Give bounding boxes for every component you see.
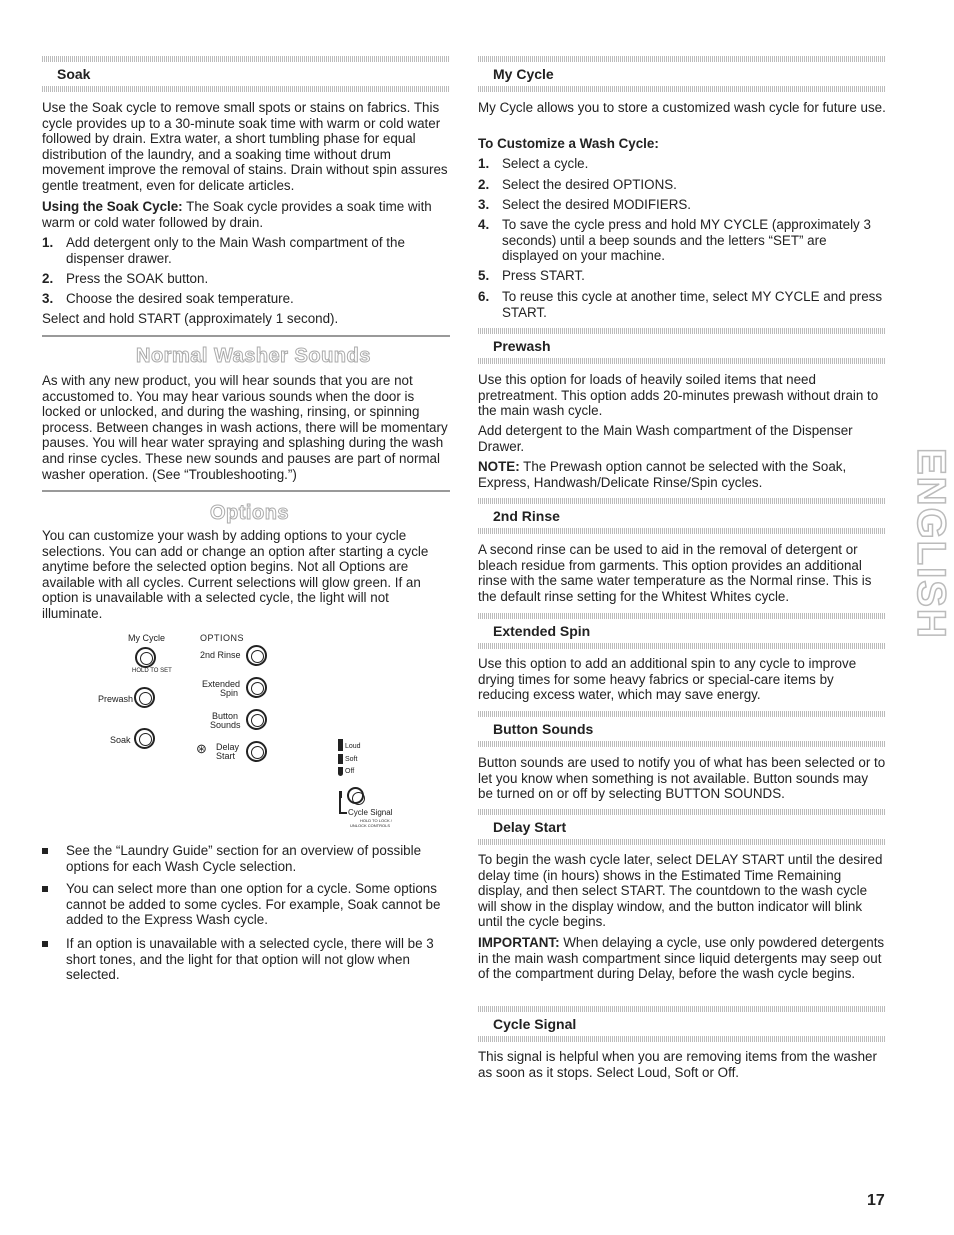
cycle-signal-label: Cycle Signal	[348, 808, 393, 817]
my-cycle-header	[478, 56, 886, 92]
soak-step-2: 2. Press the SOAK button.	[42, 271, 209, 286]
soak-step-3: 3. Choose the desired soak temperature.	[42, 291, 294, 306]
second-rinse-button[interactable]	[246, 645, 267, 666]
loud-label: Loud	[345, 743, 361, 750]
extended-label: Extended	[202, 679, 241, 689]
rinse-title: 2nd Rinse	[493, 508, 560, 524]
soak-using-label: Using the Soak Cycle:	[42, 199, 183, 214]
options-title: Options	[210, 502, 290, 524]
important-text: When delaying a cycle, use only powdered detergents in the main wash compartment since liquid detergents may seep out of the compartment during Delay, before the wash cycle begins.	[478, 935, 885, 982]
note-label: NOTE:	[478, 459, 520, 474]
sounds-label: Sounds	[210, 720, 241, 730]
customize-subhead: To Customize a Wash Cycle:	[478, 136, 659, 151]
my-cycle-button[interactable]	[135, 647, 156, 668]
rinse-header	[478, 498, 886, 534]
prewash-button[interactable]	[134, 687, 155, 708]
button-sounds-title: Button Sounds	[493, 721, 594, 737]
soak-using	[42, 199, 450, 230]
soft-label: Soft	[345, 756, 358, 763]
soak-step-1: 1. Add detergent only to the Main Wash compartment of the dispenser drawer.	[42, 235, 405, 266]
soak-title: Soak	[57, 66, 91, 82]
extended-spin-header	[478, 613, 886, 649]
delay-start-title: Delay Start	[493, 819, 567, 835]
my-cycle-label: My Cycle	[128, 633, 166, 643]
my-cycle-step-3: 3. Select the desired MODIFIERS.	[478, 197, 692, 212]
off-indicator-icon	[338, 767, 343, 776]
delay-important	[478, 935, 886, 982]
start-label: Start	[216, 751, 236, 761]
my-cycle-step-2: 2. Select the desired OPTIONS.	[478, 177, 677, 192]
page-number: 17	[867, 1192, 885, 1209]
my-cycle-step-4: 4. To save the cycle press and hold MY CYCLE (approximately 3 seconds) until a beep sounds and the letters “SET” are displayed on your machine.	[478, 217, 871, 264]
lock-icon	[339, 791, 342, 798]
options-bullet-1: See the “Laundry Guide” section for an overview of possible options for each Wash Cycle selection.	[42, 843, 450, 874]
my-cycle-step-5: 5. Press START.	[478, 268, 585, 283]
button-sounds-button[interactable]	[246, 709, 267, 730]
delay-start-header	[478, 809, 886, 845]
options-panel-head: OPTIONS	[200, 633, 245, 643]
language-tab-label: ENGLISH	[909, 448, 953, 640]
my-cycle-title: My Cycle	[493, 66, 554, 82]
soak-button[interactable]	[134, 728, 155, 749]
soak-closing: Select and hold START (approximately 1 second).	[42, 311, 339, 326]
delay-start-icon: ⊛	[196, 741, 207, 756]
soak-intro: Use the Soak cycle to remove small spots or stains on fabrics. This cycle provides up to a 30-minute soak time with warm or cold water followed by drain. Extra water, a short tumbling phase for equal distribution of the laundry, and a soaking time without drum movement improve the removal of stains. Drain without spin assures gentle treatment, even for delicate articles.	[42, 100, 448, 193]
my-cycle-step-1: 1. Select a cycle.	[478, 156, 589, 171]
cycle-signal-button[interactable]	[347, 787, 364, 804]
bracket-line	[339, 812, 347, 814]
cycle-signal-title: Cycle Signal	[493, 1016, 577, 1032]
bracket-line	[339, 798, 341, 812]
prewash-header	[478, 328, 886, 364]
my-cycle-step-6: 6. To reuse this cycle at another time, select MY CYCLE and press START.	[478, 289, 883, 320]
soak-header	[42, 56, 450, 92]
prewash-note	[478, 459, 886, 490]
note-text: The Prewash option cannot be selected with the Soak, Express, Handwash/Delicate Rinse/Spin cycles.	[478, 459, 847, 490]
second-rinse-label: 2nd Rinse	[200, 650, 241, 660]
hold-to-set-label: HOLD TO SET	[132, 668, 172, 674]
extended-spin-text: Use this option to add an additional spin to any cycle to improve drying times for some heavy fabrics or special-care items by reducing excess water, which may save energy.	[478, 656, 857, 703]
prewash-text-1: Use this option for loads of heavily soiled items that need pretreatment. This option adds 20-minutes prewash without drain to the main wash cycle.	[478, 372, 879, 419]
off-label: Off	[345, 768, 355, 775]
delay-label: Delay	[216, 742, 240, 752]
unlock-controls-label: UNLOCK CONTROLS	[350, 823, 391, 828]
button-sounds-text: Button sounds are used to notify you of what has been selected or to let you know when something is not available. Button sounds may be turned on or off by selecting BUTTON SOUNDS.	[478, 755, 886, 802]
divider	[42, 335, 450, 337]
soak-using-text: The Soak cycle provides a soak time with warm or cold water followed by drain.	[42, 199, 432, 230]
normal-sounds-text: As with any new product, you will hear sounds that you are not accustomed to. You may hear various sounds when the door is locked or unlocked, and during the washing, rinsing, or spinning process. Between changes in wash actions, there will be momentary pauses. You will hear water spraying and splashing during the wash and rinse cycles. These new sounds and pauses are part of normal washer operation. (See “Troubleshooting.”)	[42, 373, 448, 482]
prewash-label: Prewash	[98, 694, 134, 704]
button-label: Button	[212, 711, 239, 721]
button-sounds-header	[478, 711, 886, 747]
prewash-text-2: Add detergent to the Main Wash compartment of the Dispenser Drawer.	[478, 423, 853, 454]
hold-to-lock-label: HOLD TO LOCK /	[360, 818, 392, 823]
soak-panel-label: Soak	[110, 735, 131, 745]
rinse-text: A second rinse can be used to aid in the removal of detergent or bleach residue from garments. This option provides an additional rinse with the same water temperature as the Normal rinse. This is the default rinse setting for the Whitest Whites cycle.	[478, 542, 872, 604]
delay-start-text: To begin the wash cycle later, select DELAY START until the desired delay time (in hours) shows in the Estimated Time Remaining display, and then select START. The countdown to the wash cycle will show in the display window, and the button indicator will blink until the cycle begins.	[478, 852, 883, 930]
normal-sounds-title: Normal Washer Sounds	[136, 345, 371, 367]
spin-label: Spin	[220, 688, 239, 698]
important-label: IMPORTANT:	[478, 935, 560, 950]
soft-indicator-icon	[338, 754, 343, 764]
extended-spin-button[interactable]	[246, 677, 267, 698]
options-bullet-3: If an option is unavailable with a selected cycle, there will be 3 short tones, and the light for that option will not glow when selected.	[42, 936, 450, 983]
options-text: You can customize your wash by adding options to your cycle selections. You can add or change an option after starting a cycle anytime before the selected option begins. Not all Options are available with all cycles. Current selections will glow green. If an option is unavailable with a selected cycle, the light will not illuminate.	[42, 528, 429, 621]
loud-indicator-icon	[338, 739, 343, 751]
options-bullet-2: You can select more than one option for a cycle. Some options cannot be added to some cycles. For example, Soak cannot be added to the Express Wash cycle.	[42, 881, 450, 928]
my-cycle-text: My Cycle allows you to store a customized wash cycle for future use.	[478, 100, 886, 115]
control-panel-diagram	[42, 628, 450, 838]
divider	[42, 490, 450, 492]
cycle-signal-text: This signal is helpful when you are removing items from the washer as soon as it stops. Select Loud, Soft or Off.	[478, 1049, 877, 1080]
extended-spin-title: Extended Spin	[493, 623, 591, 639]
delay-start-button[interactable]	[246, 741, 267, 762]
language-side-tab	[908, 448, 953, 640]
prewash-title: Prewash	[493, 338, 551, 354]
cycle-signal-header	[478, 1006, 886, 1042]
